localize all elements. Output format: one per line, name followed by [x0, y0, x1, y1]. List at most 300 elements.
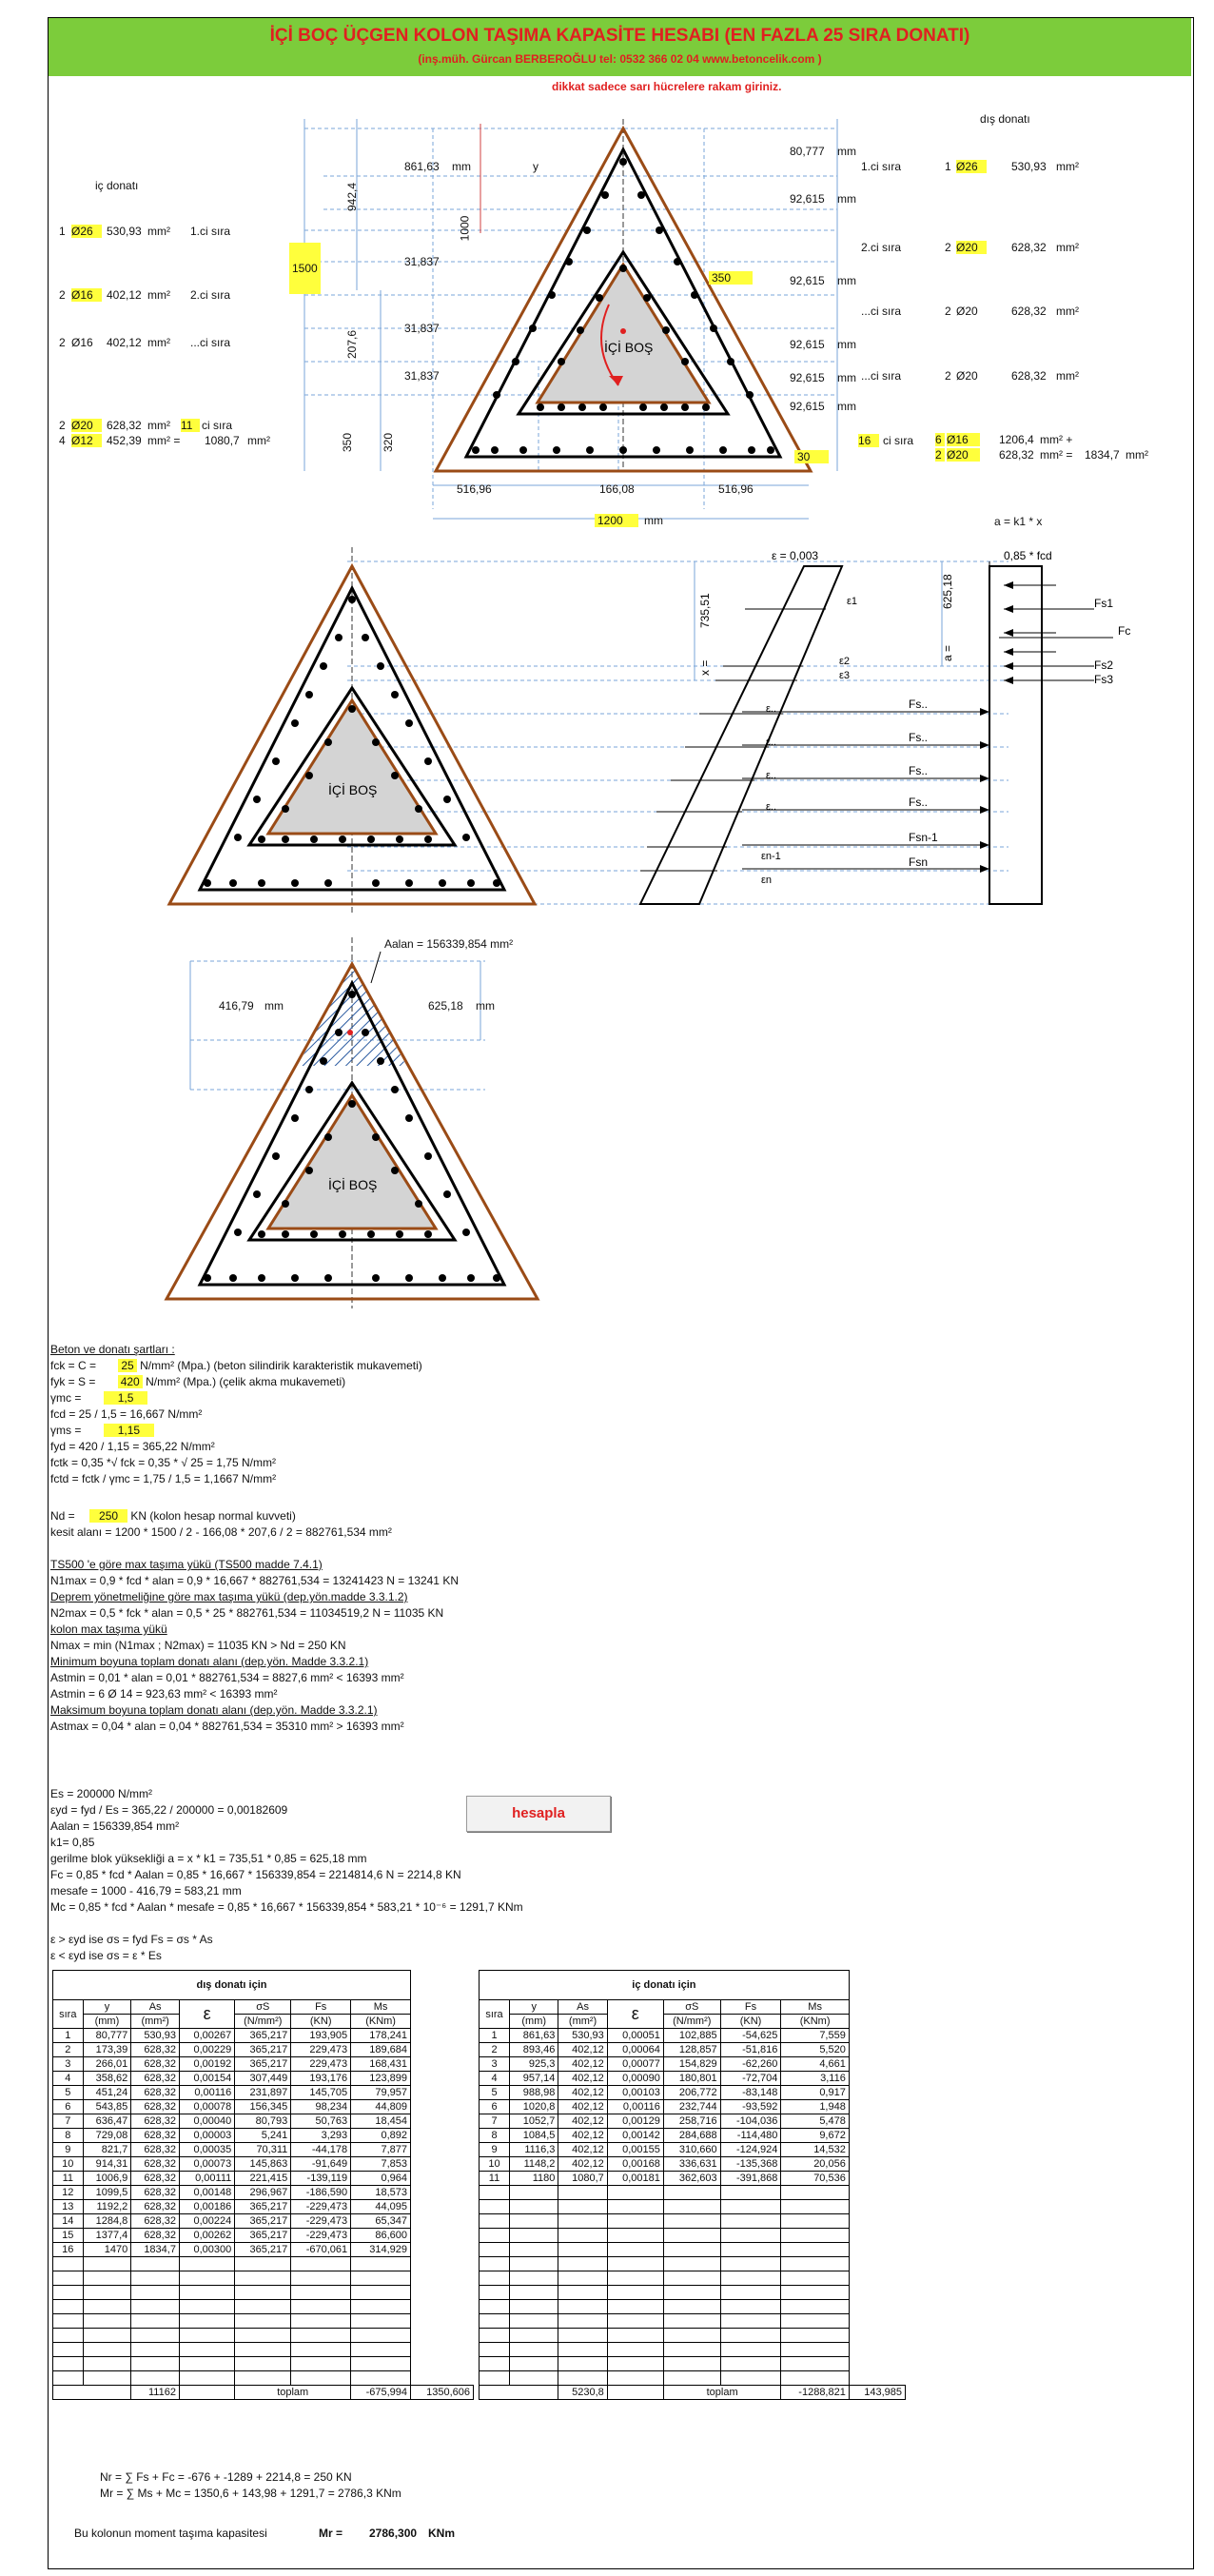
en1-label: εn-1 — [761, 851, 781, 862]
rebar-dot — [229, 879, 237, 887]
table-cell — [607, 2371, 663, 2386]
table-cell — [607, 2271, 663, 2286]
eps0-label: ε = 0,003 — [772, 549, 819, 562]
table-cell — [235, 2271, 291, 2286]
calc-block-3 — [50, 1786, 523, 1964]
rebar-dot — [415, 805, 422, 813]
table-cell: 5,478 — [781, 2114, 849, 2129]
left-count-3[interactable]: 2 — [59, 419, 66, 432]
right-dim-unit-4: mm — [837, 371, 856, 384]
table-cell: -83,148 — [720, 2086, 781, 2100]
table-cell: 3,116 — [781, 2072, 849, 2086]
left-bar-1[interactable]: Ø16 — [71, 288, 102, 302]
table-cell — [781, 2300, 849, 2314]
table-cell: -135,368 — [720, 2157, 781, 2172]
rebar-dot — [335, 1029, 343, 1036]
table-cell — [235, 2329, 291, 2343]
total-cell: 1350,606 — [411, 2386, 474, 2400]
table-cell — [351, 2343, 411, 2357]
right-bar-0[interactable]: Ø26 — [956, 160, 987, 173]
fck-input[interactable]: 25 — [118, 1359, 136, 1372]
rebar-dot — [310, 1230, 318, 1238]
table-cell: 44,095 — [351, 2200, 411, 2214]
table-cell — [510, 2229, 558, 2243]
table-cell: 7 — [480, 2114, 510, 2129]
rebar-dot — [443, 1190, 451, 1198]
rebar-dot — [305, 1167, 313, 1174]
table-cell: 628,32 — [131, 2143, 180, 2157]
table-cell — [480, 2300, 510, 2314]
table-cell: 3 — [53, 2057, 84, 2072]
table-row — [480, 2157, 906, 2172]
table-cell — [558, 2343, 607, 2357]
table-cell: 0,964 — [351, 2172, 411, 2186]
table-cell — [351, 2300, 411, 2314]
col-header: ε — [607, 2000, 663, 2029]
table-cell — [351, 2357, 411, 2371]
table-cell — [510, 2214, 558, 2229]
table-cell — [83, 2300, 131, 2314]
rebar-dot — [727, 358, 734, 365]
table-cell — [720, 2357, 781, 2371]
table-cell — [781, 2200, 849, 2214]
rebar-dot — [443, 796, 451, 803]
table-cell — [179, 2371, 234, 2386]
right-count-0[interactable]: 1 — [945, 160, 951, 173]
col-unit: (mm) — [510, 2015, 558, 2029]
table-cell — [83, 2329, 131, 2343]
table-cell: 6 — [480, 2100, 510, 2114]
table-cell: 70,311 — [235, 2143, 291, 2157]
last-bar-2[interactable]: Ø20 — [947, 448, 980, 462]
table-cell: 314,929 — [351, 2243, 411, 2257]
table-cell: 1080,7 — [558, 2172, 607, 2186]
table-cell — [480, 2271, 510, 2286]
table-cell: 145,705 — [291, 2086, 351, 2100]
table-cell — [781, 2271, 849, 2286]
table-cell — [291, 2357, 351, 2371]
width-input[interactable]: 1200 — [595, 514, 638, 527]
last-bar-1[interactable]: Ø16 — [947, 433, 980, 446]
table-cell — [558, 2229, 607, 2243]
last-total-unit: mm² — [1126, 448, 1148, 462]
right-count-2[interactable]: 2 — [945, 305, 951, 318]
right-dim-2: 92,615 — [790, 274, 825, 287]
table-cell — [720, 2329, 781, 2343]
lines3-line-1: εyd = fyd / Es = 365,22 / 200000 = 0,00182609 — [50, 1803, 288, 1817]
table-cell — [607, 2357, 663, 2371]
table-cell: 5 — [480, 2086, 510, 2100]
dim-c1: 31,837 — [404, 255, 440, 268]
table-cell — [131, 2357, 180, 2371]
rebar-dot — [537, 403, 544, 411]
table-cell: 0,00090 — [607, 2072, 663, 2086]
table-row — [53, 2186, 474, 2200]
table-cell: -114,480 — [720, 2129, 781, 2143]
gms-input[interactable]: 1,15 — [104, 1424, 154, 1437]
lines3-line-5: Fc = 0,85 * fcd * Aalan = 0,85 * 16,667 * 156339,854 = 2214814,6 N = 2214,8 KN — [50, 1868, 461, 1881]
en-label: εn — [761, 875, 773, 886]
fs-dots-4: Fs.. — [909, 796, 928, 809]
table-row — [53, 2271, 474, 2286]
dim-c2: 31,837 — [404, 322, 440, 335]
lines3-line-9: ε > εyd ise σs = fyd Fs = σs * As — [50, 1933, 213, 1946]
table-cell: 988,98 — [510, 2086, 558, 2100]
cover-input[interactable]: 30 — [794, 450, 829, 463]
table-cell: -391,868 — [720, 2172, 781, 2186]
table-cell: 543,85 — [83, 2100, 131, 2114]
table-row — [53, 2143, 474, 2157]
rebar-dot — [391, 691, 399, 698]
compression-area-diagram — [0, 937, 666, 1318]
left-total-unit: mm² — [247, 434, 270, 447]
table-cell — [720, 2314, 781, 2329]
table-cell: 9 — [480, 2143, 510, 2157]
table-cell — [663, 2243, 720, 2257]
rebar-dot — [320, 1057, 327, 1065]
table-cell: 5 — [53, 2086, 84, 2100]
table-cell: -670,061 — [291, 2243, 351, 2257]
nd-input[interactable]: 250 — [89, 1509, 127, 1523]
table-cell: 628,32 — [131, 2214, 180, 2229]
e3-label: ε3 — [839, 670, 851, 681]
table-cell: 16 — [53, 2243, 84, 2257]
table-cell — [720, 2271, 781, 2286]
col-header: Fs — [291, 2000, 351, 2015]
rebar-dot — [204, 879, 211, 887]
left-bar-2[interactable]: Ø16 — [71, 336, 93, 349]
table-cell — [720, 2286, 781, 2300]
left-count-4[interactable]: 4 — [59, 434, 66, 447]
table-cell — [131, 2371, 180, 2386]
rebar-dot — [324, 879, 332, 887]
col-header: y — [83, 2000, 131, 2015]
rebar-dot — [493, 1274, 500, 1282]
dim-320: 320 — [382, 432, 396, 453]
right-as-0: 530,93 — [1011, 160, 1047, 173]
table-cell: -62,260 — [720, 2057, 781, 2072]
table-cell: 402,12 — [558, 2114, 607, 2129]
table-cell: 365,217 — [235, 2200, 291, 2214]
table-cell — [480, 2343, 510, 2357]
right-count-3[interactable]: 2 — [945, 369, 951, 383]
table-cell — [607, 2343, 663, 2357]
table-cell: 154,829 — [663, 2057, 720, 2072]
table-row — [53, 2371, 474, 2386]
table-cell: 3 — [480, 2057, 510, 2072]
table-cell: 365,217 — [235, 2029, 291, 2043]
rebar-dot — [272, 1152, 280, 1160]
rebar-dot — [253, 796, 261, 803]
table-cell: 636,47 — [83, 2114, 131, 2129]
table-row — [53, 2129, 474, 2143]
table-row — [480, 2200, 906, 2214]
table-cell — [131, 2343, 180, 2357]
table-cell: -104,036 — [720, 2114, 781, 2129]
rebar-dot — [234, 1229, 242, 1236]
table-cell: 4 — [480, 2072, 510, 2086]
right-dim-unit-0: mm — [837, 145, 856, 158]
rebar-dot — [367, 836, 375, 843]
table-cell: 1,948 — [781, 2100, 849, 2114]
table-row — [480, 2357, 906, 2371]
table-cell — [558, 2300, 607, 2314]
dim-b2: 166,08 — [599, 482, 635, 496]
col-unit: (N/mm²) — [235, 2015, 291, 2029]
table-cell — [83, 2314, 131, 2329]
table-cell — [558, 2214, 607, 2229]
hesapla-button[interactable]: hesapla — [466, 1796, 611, 1832]
table-cell — [720, 2257, 781, 2271]
rebar-dot — [512, 358, 519, 365]
last-count-1[interactable]: 6 — [935, 433, 945, 446]
table-cell: 284,688 — [663, 2129, 720, 2143]
table-cell: -44,178 — [291, 2143, 351, 2157]
rebar-dot — [596, 294, 603, 302]
rebar-dot — [719, 446, 727, 454]
warning-text: dikkat sadece sarı hücrelere rakam giriniz. — [552, 80, 782, 93]
gmc-input[interactable]: 1,5 — [104, 1391, 148, 1405]
table-cell — [131, 2329, 180, 2343]
lines2-line-6: kolon max taşıma yükü — [50, 1622, 167, 1636]
table-cell: 4 — [53, 2072, 84, 2086]
table-cell: 861,63 — [510, 2029, 558, 2043]
dim-b3: 516,96 — [718, 482, 754, 496]
table-row — [480, 2229, 906, 2243]
table-cell: 628,32 — [131, 2129, 180, 2143]
table-cell — [53, 2329, 84, 2343]
table-cell — [607, 2186, 663, 2200]
table-cell — [179, 2300, 234, 2314]
rebar-dot — [362, 634, 369, 641]
table-cell — [53, 2357, 84, 2371]
table-cell: 402,12 — [558, 2057, 607, 2072]
table-cell: 0,00142 — [607, 2129, 663, 2143]
rebar-dot — [691, 291, 698, 299]
rebar-dot — [529, 324, 537, 332]
calc-block-1 — [50, 1342, 422, 1487]
table-cell: 530,93 — [131, 2029, 180, 2043]
table-cell: 1377,4 — [83, 2229, 131, 2243]
left-count-2[interactable]: 2 — [59, 336, 66, 349]
rebar-dot — [637, 191, 645, 199]
table-cell — [663, 2314, 720, 2329]
rebar-dot — [681, 403, 689, 411]
rebar-dot — [462, 834, 470, 841]
rebar-dot — [578, 403, 586, 411]
table-cell — [607, 2329, 663, 2343]
table-cell — [781, 2357, 849, 2371]
left-bar-0[interactable]: Ø26 — [71, 225, 102, 238]
inner-width-input[interactable]: 350 — [709, 271, 753, 285]
right-bar-1[interactable]: Ø20 — [956, 241, 987, 254]
mr-final-unit: KNm — [428, 2527, 456, 2540]
table-cell: 145,863 — [235, 2157, 291, 2172]
right-dim-5: 92,615 — [790, 400, 825, 413]
total-cell: toplam — [235, 2386, 351, 2400]
rebar-dot — [291, 1114, 299, 1122]
table-cell: 0,00116 — [179, 2086, 234, 2100]
rebar-dot — [282, 1230, 289, 1238]
table-row — [53, 2257, 474, 2271]
fyk-input[interactable]: 420 — [118, 1375, 143, 1388]
fs1-label: Fs1 — [1094, 597, 1114, 610]
table-cell — [131, 2286, 180, 2300]
rebar-dot — [619, 446, 627, 454]
left-sira-3: ci sıra — [202, 419, 233, 432]
table-cell — [510, 2186, 558, 2200]
rebar-dot — [586, 446, 594, 454]
table-cell: 0,00300 — [179, 2243, 234, 2257]
table-cell — [235, 2286, 291, 2300]
table-cell — [179, 2343, 234, 2357]
table-cell — [607, 2200, 663, 2214]
col-header: σS — [663, 2000, 720, 2015]
table-cell: 729,08 — [83, 2129, 131, 2143]
right-bar-3[interactable]: Ø20 — [956, 369, 978, 383]
table-cell — [663, 2286, 720, 2300]
table-cell: 3,293 — [291, 2129, 351, 2143]
rebar-dot — [396, 836, 403, 843]
inner-void-label: İÇİ BOŞ — [604, 340, 654, 355]
table-cell: 15 — [53, 2229, 84, 2243]
table-cell: 0,00267 — [179, 2029, 234, 2043]
col-unit: (KNm) — [781, 2015, 849, 2029]
table-row — [480, 2186, 906, 2200]
rebar-dot — [229, 1274, 237, 1282]
table-cell: 65,347 — [351, 2214, 411, 2229]
table-cell — [480, 2314, 510, 2329]
rebar-dot — [519, 446, 527, 454]
last-count-2[interactable]: 2 — [935, 448, 945, 462]
x-value: 735,51 — [698, 593, 712, 628]
table-cell: 1834,7 — [131, 2243, 180, 2257]
table-cell — [510, 2257, 558, 2271]
table-row — [480, 2029, 906, 2043]
table-cell: 402,12 — [558, 2143, 607, 2157]
e-dots-4: ε.. — [766, 801, 777, 813]
table-cell — [663, 2329, 720, 2343]
table-cell — [781, 2243, 849, 2257]
left-bar-4[interactable]: Ø12 — [71, 434, 102, 447]
table-cell — [558, 2200, 607, 2214]
rebar-dot — [310, 836, 318, 843]
left-total: 1080,7 — [205, 434, 240, 447]
dim-350: 350 — [341, 432, 355, 453]
dim-861: 861,63 — [404, 160, 440, 173]
table-cell — [83, 2271, 131, 2286]
e-dots-2: ε.. — [766, 737, 777, 748]
table-cell: 628,32 — [131, 2172, 180, 2186]
table-cell: 193,905 — [291, 2029, 351, 2043]
right-bar-2[interactable]: Ø20 — [956, 305, 978, 318]
rebar-dot — [710, 324, 717, 332]
table-row — [53, 2300, 474, 2314]
table-row — [480, 2343, 906, 2357]
right-sira-no[interactable]: 16 — [858, 434, 879, 447]
col-unit: (KN) — [291, 2015, 351, 2029]
left-bar-3[interactable]: Ø20 — [71, 419, 102, 432]
table-cell — [291, 2271, 351, 2286]
summary-block — [100, 2469, 401, 2502]
rebar-dot — [746, 391, 754, 399]
total-cell: 143,985 — [849, 2386, 905, 2400]
col-unit: (mm²) — [558, 2015, 607, 2029]
table-cell: 0,00192 — [179, 2057, 234, 2072]
mr-final-value: 2786,300 — [369, 2527, 418, 2540]
fyk-desc: N/mm² (Mpa.) (çelik akma mukavemeti) — [146, 1375, 346, 1388]
fyk-label: fyk = S = — [50, 1375, 96, 1388]
rebar-dot — [467, 879, 475, 887]
table-cell: 402,12 — [558, 2100, 607, 2114]
table-cell: 18,573 — [351, 2186, 411, 2200]
table-cell: 0,00003 — [179, 2129, 234, 2143]
table-cell: 20,056 — [781, 2157, 849, 2172]
table-cell — [235, 2371, 291, 2386]
table-cell: 402,12 — [558, 2129, 607, 2143]
table-cell: 229,473 — [291, 2043, 351, 2057]
rebar-dot — [424, 836, 432, 843]
left-sira-no[interactable]: 11 — [181, 419, 200, 432]
rebar-dot — [282, 836, 289, 843]
rebar-dot — [583, 226, 591, 234]
right-count-1[interactable]: 2 — [945, 241, 951, 254]
rebar-dot — [472, 446, 480, 454]
table-cell: -54,625 — [720, 2029, 781, 2043]
calc-block-2 — [50, 1508, 459, 1735]
rebar-dot — [339, 836, 346, 843]
table-row — [53, 2200, 474, 2214]
table-cell — [510, 2286, 558, 2300]
fck-label: fck = C = — [50, 1359, 97, 1372]
left-as-0: 530,93 — [107, 225, 142, 238]
fctk-line: fctk = 0,35 *√ fck = 0,35 * √ 25 = 1,75 N/mm² — [50, 1456, 276, 1469]
table-cell — [131, 2314, 180, 2329]
left-count-0[interactable]: 1 — [59, 225, 66, 238]
rebar-dot — [391, 1167, 399, 1174]
lines2-line-11: Maksimum boyuna toplam donatı alanı (dep.yön. Madde 3.3.2.1) — [50, 1703, 378, 1717]
table-row — [53, 2286, 474, 2300]
table-cell: 79,957 — [351, 2086, 411, 2100]
rebar-dot — [324, 1133, 332, 1141]
e-dots-3: ε.. — [766, 770, 777, 781]
col-header: As — [558, 2000, 607, 2015]
table-cell: 1470 — [83, 2243, 131, 2257]
table-cell — [179, 2314, 234, 2329]
table-cell: -72,704 — [720, 2072, 781, 2086]
left-count-1[interactable]: 2 — [59, 288, 66, 302]
last-total: 1834,7 — [1085, 448, 1120, 462]
table-cell — [510, 2329, 558, 2343]
table-cell — [607, 2286, 663, 2300]
left-sira-2: ...ci sıra — [190, 336, 231, 349]
table-cell: 628,32 — [131, 2100, 180, 2114]
dim-left: 416,79 — [219, 999, 254, 1013]
rebar-dot — [348, 1100, 356, 1108]
rebar-dot — [493, 391, 500, 399]
table-cell: 173,39 — [83, 2043, 131, 2057]
table-cell: 206,772 — [663, 2086, 720, 2100]
table-cell — [558, 2314, 607, 2329]
rebar-dot — [424, 1230, 432, 1238]
nd-label: Nd = — [50, 1509, 75, 1523]
table-cell: 0,00078 — [179, 2100, 234, 2114]
rebar-dot — [258, 879, 265, 887]
table-cell — [480, 2229, 510, 2243]
height-input[interactable]: 1500 — [289, 243, 321, 294]
table-cell: 1192,2 — [83, 2200, 131, 2214]
left-sira-1: 2.ci sıra — [190, 288, 231, 302]
